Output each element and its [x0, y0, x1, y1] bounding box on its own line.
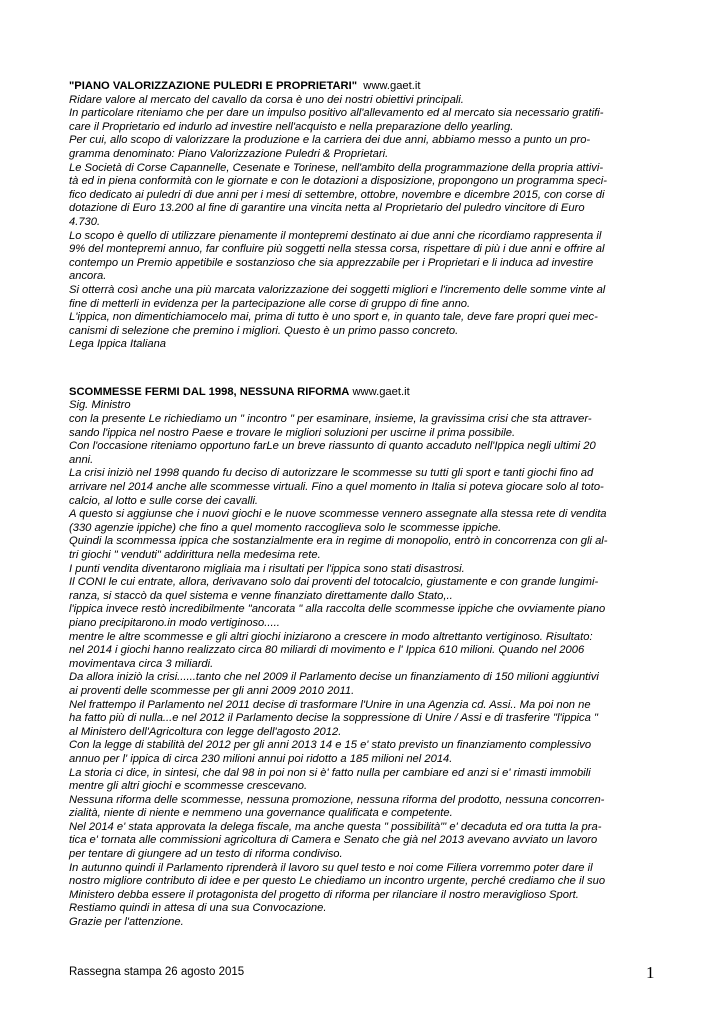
- text-line: calcio, al lotto e sulle corse dei cavalli.: [69, 494, 259, 507]
- text-line: Per cui, allo scopo di valorizzare la produzione e la carriera dei due anni, abbiamo messo a punto un pro-: [69, 134, 591, 147]
- text-line: Lo scopo è quello di utilizzare pienamente il montepremi destinato ai due anni che ricordiamo rappresenta il: [69, 229, 602, 242]
- text-line: fine di metterli in evidenza per la partecipazione alle corse di gruppo di fine anno.: [69, 297, 471, 310]
- text-line: Il CONI le cui entrate, allora, derivavano solo dai proventi del totocalcio, giustamente e con grande lungimi-: [69, 576, 599, 589]
- text-line: Grazie per l'attenzione.: [69, 916, 184, 929]
- text-line: Restiamo quindi in attesa di una sua Convocazione.: [69, 902, 327, 915]
- text-line: Nel frattempo il Parlamento nel 2011 decise di trasformare l'Unire in una Agenzia cd. Assi.. Ma poi non ne: [69, 698, 591, 711]
- text-line: nostro migliore contributo di idee e per questo Le chiediamo un incontro urgente, perché crediamo che il suo: [69, 875, 606, 888]
- article-separator: [69, 352, 659, 386]
- text-line: A questo si aggiunse che i nuovi giochi e le nuove scommesse vennero assegnate alla stessa rete di vendita: [69, 508, 607, 521]
- text-line: arrivare nel 2014 anche alle scommesse virtuali. Fino a quel momento in Italia si poteva giocare solo al toto-: [69, 481, 604, 494]
- text-line: Da allora iniziò la crisi......tanto che nel 2009 il Parlamento decise un finanziamento di 150 milioni aggiuntivi: [69, 671, 599, 684]
- document-body: [69, 80, 659, 930]
- text-line: In autunno quindi il Parlamento riprenderà il lavoro su quel testo e noi come Filiera vorremmo poter dare il: [69, 861, 593, 874]
- text-line: La crisi iniziò nel 1998 quando fu deciso di autorizzare le scommesse su tutti gli sport e tanti giochi fino ad: [69, 467, 594, 480]
- text-line: l'ippica invece restò incredibilmente "ancorata " alla raccolta delle scommesse ippiche che ovviamente piano: [69, 603, 606, 616]
- article2-body: [69, 399, 659, 929]
- text-line: Si otterrà così anche una più marcata valorizzazione dei soggetti migliori e l'incremento delle somme vinte al: [69, 283, 606, 296]
- text-line: gramma denominato: Piano Valorizzazione Puledri & Proprietari.: [69, 147, 389, 160]
- text-line: In particolare riteniamo che per dare un impulso positivo all'allevamento ed al mercato sia necessario gratifi-: [69, 107, 604, 120]
- article1-title: "PIANO VALORIZZAZIONE PULEDRI E PROPRIETARI": [69, 80, 358, 92]
- text-line: ranza, si staccò da quel sistema e venne finanziato direttamente dallo Stato,..: [69, 589, 453, 602]
- text-line: ancora.: [69, 270, 107, 283]
- page-number: 1: [646, 963, 655, 982]
- text-line: nel 2014 i giochi hanno realizzato circa 80 miliardi di movimento e l' Ippica 610 milioni. Quando nel 2006: [69, 644, 585, 657]
- text-line: Con la legge di stabilità del 2012 per gli anni 2013 14 e 15 e' stato previsto un finanziamento complessivo: [69, 739, 592, 752]
- text-line: Nessuna riforma delle scommesse, nessuna promozione, nessuna riforma del prodotto, nessuna concorren-: [69, 793, 605, 806]
- text-line: Quindi la scommessa ippica che sostanzialmente era in regime di monopolio, entrò in concorrenza con gli al-: [69, 535, 608, 548]
- article1-heading: [69, 80, 659, 94]
- article2-title: SCOMMESSE FERMI DAL 1998, NESSUNA RIFORMA: [69, 385, 350, 398]
- text-line: dotazione di Euro 13.200 al fine di garantire una vincita netta al Proprietario del puledro vincitore di Euro: [69, 202, 585, 215]
- text-line: ai proventi delle scommesse per gli anni 2009 2010 2011.: [69, 684, 355, 697]
- article2-site: www.gaet.it: [352, 385, 410, 398]
- text-line: anni.: [69, 453, 94, 466]
- text-line: Ridare valore al mercato del cavallo da corsa è uno dei nostri obiettivi principali.: [69, 93, 464, 106]
- text-line: 9% del montepremi annuo, far confluire più soggetti nella stessa corsa, rispettare di più i due anni e offrire al: [69, 243, 605, 256]
- text-line: tri giochi " venduti" addirittura nella medesima rete.: [69, 549, 321, 561]
- text-line: ha fatto più di nulla...e nel 2012 il Parlamento decise la soppressione di Unire / Assi e di trasferire "l'ippica ": [69, 712, 598, 725]
- text-line: I punti vendita diventarono migliaia ma i risultati per l'ippica sono stati disastrosi.: [69, 562, 465, 575]
- footer-text: Rassegna stampa 26 agosto 2015: [69, 966, 245, 978]
- text-line: (330 agenzie ippiche) che fino a quel momento raccoglieva solo le scommesse ippiche.: [69, 521, 502, 534]
- article2-heading: [69, 386, 659, 400]
- text-line: mentre le altre scommesse e gli altri giochi iniziarono a crescere in modo altrettanto vertiginoso. Risultato:: [69, 630, 593, 643]
- text-line: al Ministero dell'Agricoltura con legge dell'agosto 2012.: [69, 725, 342, 738]
- text-line: canismi di selezione che premino i migliori. Questo è un primo passo concreto.: [69, 324, 459, 337]
- text-line: tà ed in piena conformità con le giornate e con le dotazioni a disposizione, propongono un programma speci-: [69, 175, 607, 188]
- text-line: zialità, niente di niente e nemmeno una governance qualificata e competente.: [69, 807, 453, 820]
- article1-body: [69, 94, 659, 352]
- text-line: Le Società di Corse Capannelle, Cesenate e Torinese, nell'ambito della programmazione della propria attivi-: [69, 161, 604, 174]
- text-line: Lega Ippica Italiana: [69, 338, 167, 351]
- text-line: movimentava circa 3 miliardi.: [69, 657, 214, 670]
- text-line: Nel 2014 e' stata approvata la delega fiscale, ma anche questa " possibilità"' e' decaduta ed ora tutta la pra-: [69, 820, 602, 833]
- text-line: tica e' tornata alle commissioni agricoltura di Camera e Senato che già nel 2013 avevano avviato un lavoro: [69, 834, 598, 847]
- text-line: piano precipitarono.in modo vertiginoso.....: [69, 616, 280, 629]
- text-line: care il Proprietario ed indurlo ad investire nell'acquisto e nella preparazione dello yearling.: [69, 120, 514, 133]
- text-line: con la presente Le richiediamo un " incontro " per esaminare, insieme, la gravissima crisi che sta attraver-: [69, 413, 592, 426]
- text-line: La storia ci dice, in sintesi, che dal 98 in poi non si è' fatto nulla per cambiare ed anzi si e' rimasti immobili: [69, 766, 591, 779]
- text-line: contempo un Premio appetibile e sostanzioso che sia apprezzabile per i Proprietari e li induca ad investire: [69, 256, 594, 269]
- text-line: Con l'occasione riteniamo opportuno farLe un breve riassunto di quanto accaduto nell'Ippica negli ultimi 20: [69, 440, 596, 453]
- text-line: L'ippica, non dimentichiamocelo mai, prima di tutto è uno sport e, in quanto tale, deve fare propri quei mec-: [69, 311, 598, 324]
- text-line: 4.730.: [69, 215, 101, 228]
- text-line: sando l'ippica nel nostro Paese e trovare le migliori soluzioni per uscirne il prima possibile.: [69, 426, 516, 439]
- text-line: Ministero debba essere il protagonista del progetto di riforma per rilanciare il nostro meraviglioso Sport.: [69, 888, 579, 901]
- text-line: annuo per l' ippica di circa 230 milioni annui poi ridotto a 185 milioni nel 2014.: [69, 752, 453, 765]
- article1-site: www.gaet.it: [363, 80, 421, 92]
- text-line: mentre gli altri giochi e scommesse crescevano.: [69, 780, 308, 793]
- text-line: fico dedicato ai puledri di due anni per i mesi di settembre, ottobre, novembre e dicembre 2015, con corse di: [69, 188, 605, 201]
- text-line: Sig. Ministro: [69, 399, 131, 412]
- text-line: per tentare di giungere ad un testo di riforma condiviso.: [69, 848, 343, 861]
